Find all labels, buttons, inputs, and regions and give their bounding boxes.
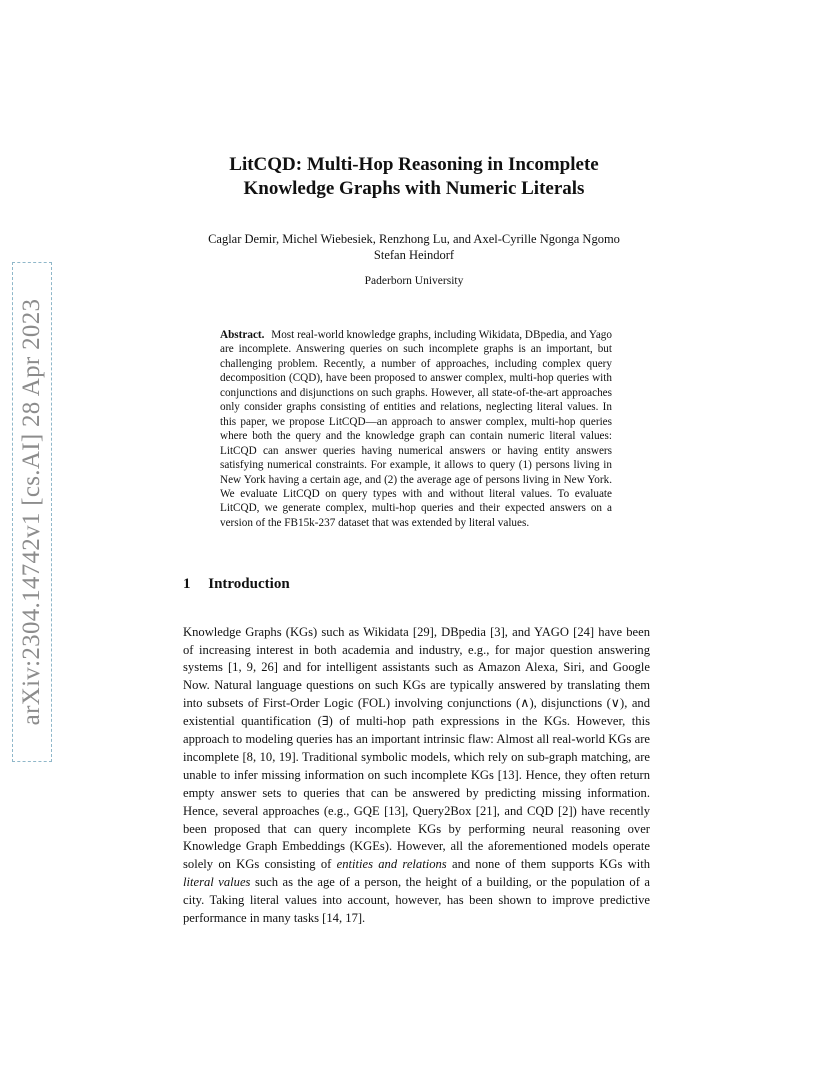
abstract [220, 328, 612, 530]
affiliation: Paderborn University [364, 275, 464, 287]
intro-emphasis-1: entities and relations [336, 857, 447, 872]
intro-emphasis-2: literal values [183, 875, 251, 890]
paper-title [150, 153, 678, 201]
intro-text-1: Knowledge Graphs (KGs) such as Wikidata [29], DBpedia [3], and YAGO [24] have been of increasing interest in both academia and industry, e.g., for major question answering systems [1, 9, 26] and for intelligent assistants such as Amazon Alexa, Siri, and Google Now. Natural language questions on such KGs are typically answered by translating them into subsets of First-Order Logic (FOL) involving conjunctions (∧), disjunctions (∨), and existential quantification (∃) of multi-hop path expressions in the KGs. However, this approach to modeling queries has an important intrinsic flaw: Almost all real-world KGs are incomplete [8, 10, 19]. Traditional symbolic models, which rely on sub-graph matching, are unable to infer missing information on such incomplete KGs [13]. Hence, they often return empty answer sets to queries that can be answered by predicting missing information. Hence, several approaches (e.g., GQE [13], Query2Box [21], and CQD [2]) have recently been proposed that can query incomplete KGs by performing neural reasoning over Knowledge Graph Embeddings (KGEs). However, all the aforementioned models operate solely on KGs consisting of [183, 624, 650, 872]
arxiv-stamp [12, 262, 52, 762]
intro-text-3: such as the age of a person, the height of a building, or the population of a city. Taking literal values into account, however, has been shown to improve predictive performance in many tasks [14, 17]. [183, 875, 650, 926]
introduction-paragraph [183, 624, 650, 928]
abstract-label: Abstract. [220, 329, 265, 341]
title-line-2: Knowledge Graphs with Numeric Literals [243, 178, 585, 199]
author-list [150, 231, 678, 263]
intro-text-2: and none of them supports KGs with [451, 857, 651, 872]
authors-line-1: Caglar Demir, Michel Wiebesiek, Renzhong Lu, and Axel-Cyrille Ngonga Ngomo [208, 232, 620, 246]
section-title: Introduction [208, 576, 290, 592]
authors-line-2: Stefan Heindorf [373, 248, 455, 262]
arxiv-identifier: arXiv:2304.14742v1 [cs.AI] 28 Apr 2023 [18, 298, 45, 726]
section-heading [183, 576, 290, 593]
section-number: 1 [183, 576, 191, 592]
abstract-text: Most real-world knowledge graphs, including Wikidata, DBpedia, and Yago are incomplete. Answering queries on such incomplete graphs is an important, but challenging problem. Recently, a number of approaches, including complex query decomposition (CQD), have been proposed to answer complex, multi-hop queries with conjunctions and disjunctions on such graphs. However, all state-of-the-art approaches only consider graphs consisting of entities and relations, neglecting literal values. In this paper, we propose LitCQD—an approach to answer complex, multi-hop queries where both the query and the knowledge graph can contain numeric literal values: LitCQD can answer queries having numerical answers or having entity answers satisfying numerical constraints. For example, it allows to query (1) persons living in New York having a certain age, and (2) the average age of persons living in New York. We evaluate LitCQD on query types with and without literal values. To evaluate LitCQD, we generate complex, multi-hop queries and their expected answers on a version of the FB15k-237 dataset that was extended by literal values. [220, 329, 612, 529]
title-line-1: LitCQD: Multi-Hop Reasoning in Incomplete [229, 154, 599, 175]
